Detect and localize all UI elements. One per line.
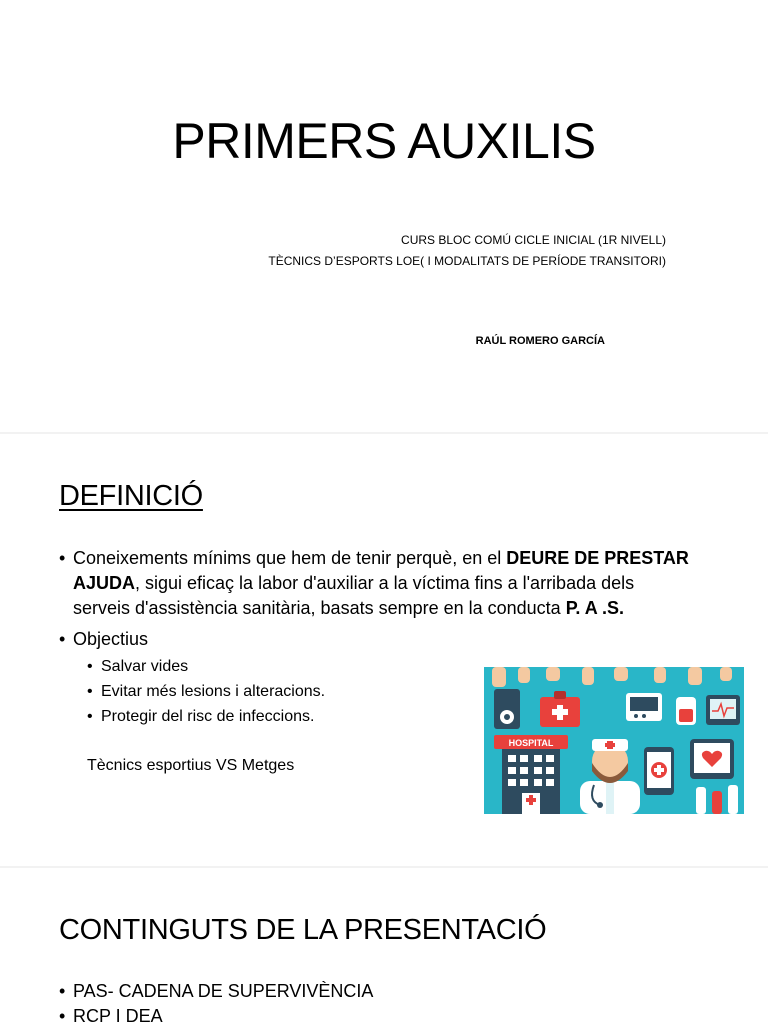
definition-slide: [0, 434, 768, 866]
contents-item: • PAS- CADENA DE SUPERVIVÈNCIA: [59, 979, 373, 1004]
definition-bold-2: P. A .S.: [565, 598, 625, 618]
comparison-note: Tècnics esportius VS Metges: [87, 757, 295, 774]
objectives-bullet: • Objectius: [59, 627, 699, 652]
medical-illustration: [484, 667, 744, 814]
heart-phone-icon: [690, 739, 734, 779]
contents-slide: [0, 868, 768, 1024]
definition-text-1: Coneixements mínims que hem de tenir perquè, en el: [73, 548, 507, 568]
author-name: RAÚL ROMERO GARCÍA: [475, 335, 605, 347]
course-subtitle: [268, 230, 666, 272]
hospital-sign-text: HOSPITAL: [508, 738, 554, 748]
definition-bullet: [59, 546, 693, 621]
tablet-icon: [644, 747, 674, 795]
contents-list: [59, 979, 373, 1024]
hospital-building-icon: [494, 735, 568, 814]
blood-pressure-icon: [494, 689, 520, 729]
blood-bag-icon: [676, 697, 696, 725]
definition-bold-1: DEURE DE PRESTAR AJUDA: [73, 548, 689, 593]
objective-item: • Salvar vides: [87, 654, 699, 679]
objective-item: • Protegir del risc de infeccions.: [87, 704, 699, 729]
contents-heading: CONTINGUTS DE LA PRESENTACIÓ: [59, 914, 547, 946]
medical-monitor-icon: [626, 693, 662, 721]
subtitle-line-2: TÈCNICS D’ESPORTS LOE( I MODALITATS DE PERÍODE TRANSITORI): [268, 254, 666, 268]
subtitle-line-1: CURS BLOC COMÚ CICLE INICIAL (1R NIVELL): [401, 233, 666, 247]
title-slide: [0, 0, 768, 432]
definition-heading: DEFINICIÓ: [59, 480, 203, 512]
definition-text-2: , sigui eficaç la labor d'auxiliar a la víctima fins a l'arribada dels serveis d'assistència sanitària, basats sempre en la conducta: [73, 573, 635, 618]
objective-item: • Evitar més lesions i alteracions.: [87, 679, 699, 704]
heartbeat-monitor-icon: [706, 695, 740, 725]
contents-item: • RCP I DEA: [59, 1004, 373, 1024]
main-title: PRIMERS AUXILIS: [172, 113, 596, 169]
